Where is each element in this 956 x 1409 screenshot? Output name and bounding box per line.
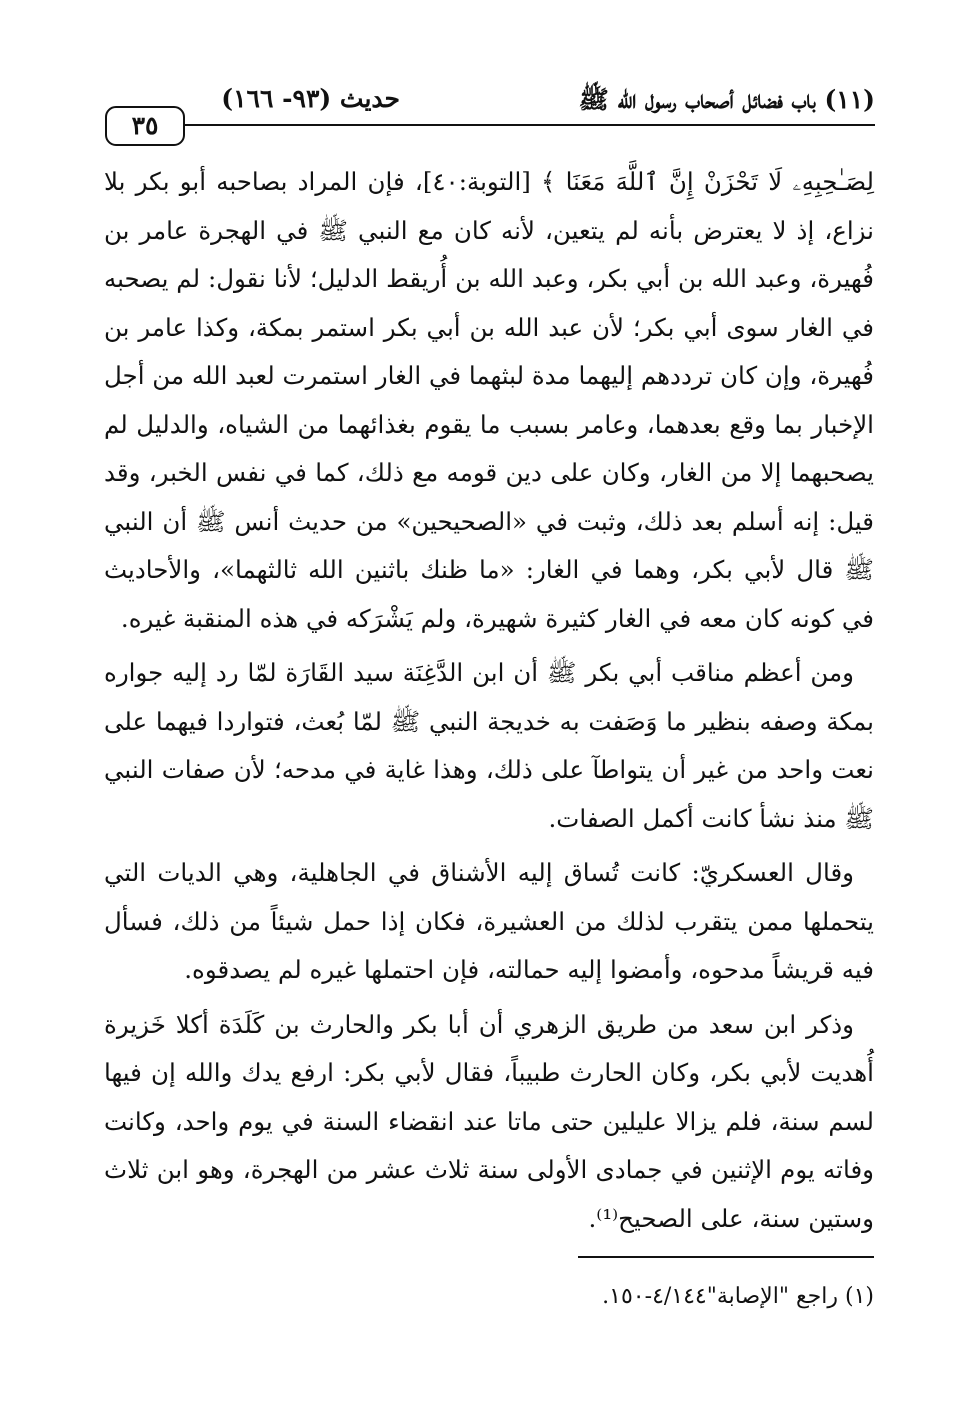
hadith-range: حديث (٩٣- ١٦٦): [221, 84, 400, 113]
body-text: [104, 158, 874, 1243]
footnote: (١) راجع "الإصابة"٤/١٤٤-١٥٠.: [602, 1284, 874, 1309]
paragraph-3: وقال العسكريّ: كانت تُساق إليه الأشناق في الجاهلية، وهي الديات التي يتحملها ممن يتقرب لذلك من العشيرة، فكان إذا حمل شيئاً من ذلك، فسأل فيه قريشاً مدحوه، وأمضوا إليه حمالته، فإن احتملها غيره لم يصدقوه.: [104, 858, 874, 984]
chapter-title: (١١) باب فضائل أصحاب رسول الله ﷺ: [578, 85, 875, 114]
header-rule: [179, 124, 875, 126]
paragraph-4: وذكر ابن سعد من طريق الزهري أن أبا بكر والحارث بن كَلَدَة أكلا خَزيرة أُهديت لأبي بكر، وكان الحارث طبيباً، فقال لأبي بكر: ارفع يدك والله إن فيها لسم سنة، فلم يزالا عليلين حتى ماتا عند انقضاء السنة في يوم واحد، وكانت وفاته يوم الإثنين في جمادى الأولى سنة ثلاث عشر من الهجرة، وهو ابن ثلاث وستين سنة، على الصحيح⁽¹⁾.: [104, 1009, 874, 1233]
paragraph-2: ومن أعظم مناقب أبي بكر ﷺ أن ابن الدَّغِنَة سيد القَارَة لمّا رد إليه جواره بمكة وصفه بنظير ما وَصَفت به خديجة النبي ﷺ لمّا بُعث، فتواردا فيهما على نعت واحد من غير أن يتواطآ على ذلك، وهذا غاية في مدحه؛ لأن صفات النبي ﷺ منذ نشأ كانت أكمل الصفات.: [104, 658, 874, 833]
page-number: ٣٥: [105, 106, 185, 146]
paragraph-1: لِصَـٰحِبِهِۦ لَا تَحْزَنْ إِنَّ ٱللَّهَ مَعَنَا ﴾ [التوبة:٤٠]، فإن المراد بصاحبه أبو بكر بلا نزاع، إذ لا يعترض بأنه لم يتعين، لأنه كان مع النبي ﷺ في الهجرة عامر بن فُهيرة، وعبد الله بن أبي بكر، وعبد الله بن أُريقط الدليل؛ لأنا نقول: لم يصحبه في الغار سوى أبي بكر؛ لأن عبد الله بن أبي بكر استمر بمكة، وكذا عامر بن فُهيرة، وإن كان ترددهم إليهما مدة لبثهما في الغار استمرت لعبد الله من أجل الإخبار بما وقع بعدهما، وعامر بسبب ما يقوم بغذائهما من الشياه، والدليل لم يصحبهما إلا من الغار، وكان على دين قومه مع ذلك، كما في نفس الخبر، وقد قيل: إنه أسلم بعد ذلك، وثبت في «الصحيحين» من حديث أنس ﷺ أن النبي ﷺ قال لأبي بكر، وهما في الغار: «ما ظنك باثنين الله ثالثهما»، والأحاديث في كونه كان معه في الغار كثيرة شهيرة، ولم يَشْرَكه في هذه المنقبة غيره.: [104, 167, 874, 633]
page-header: [105, 82, 875, 140]
footnote-rule: [578, 1256, 874, 1258]
